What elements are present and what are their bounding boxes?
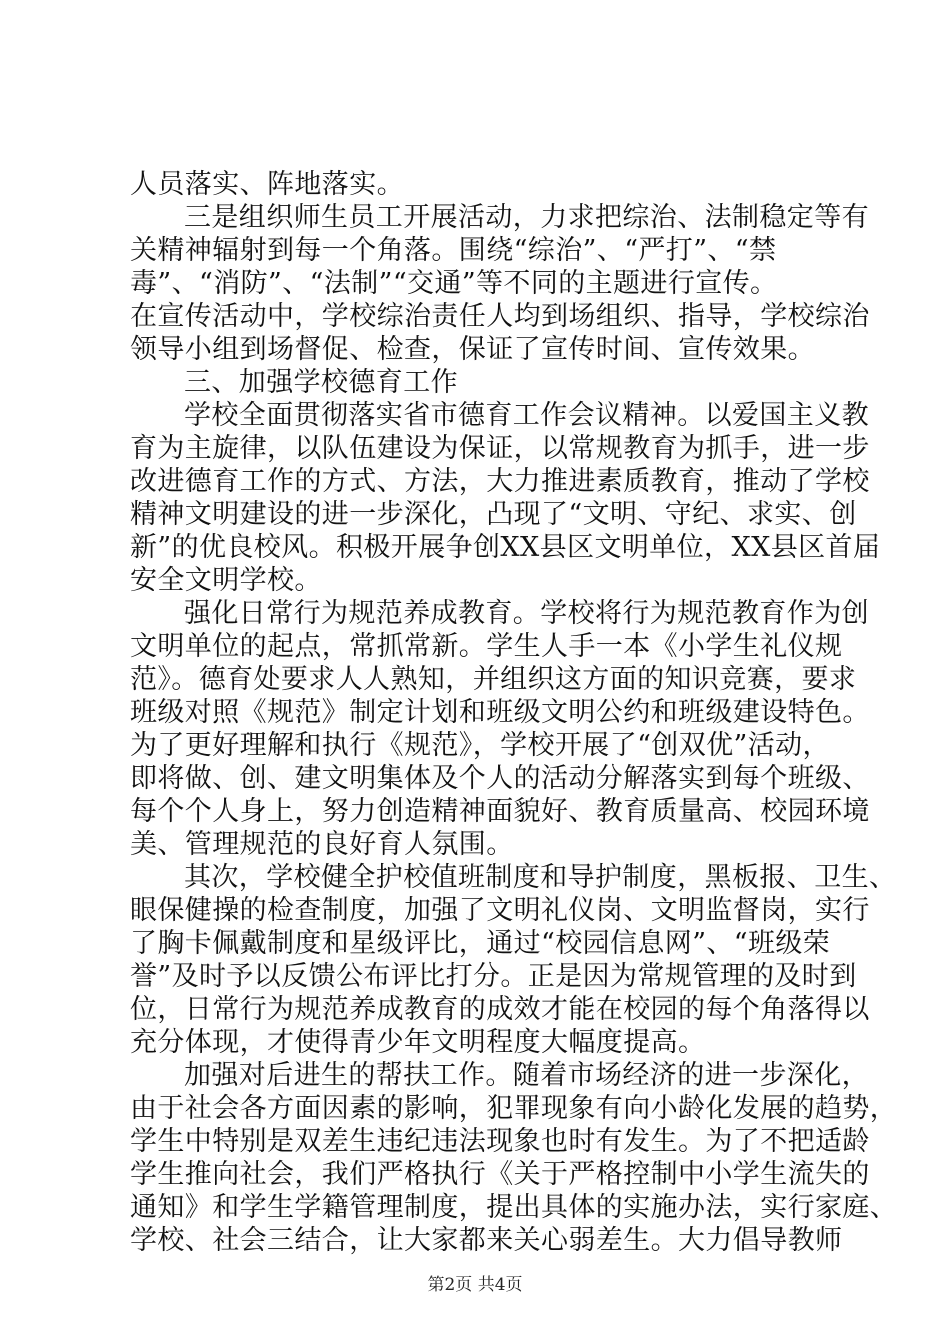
text-line: 关精神辐射到每一个角落。围绕“综治”、“严打”、“禁 [130, 235, 777, 266]
text-line: 学生推向社会，我们严格执行《关于严格控制中小学生流失的 [130, 1159, 870, 1190]
text-line: 即将做、创、建文明集体及个人的活动分解落实到每个班级、 [130, 763, 870, 794]
text-line: 由于社会各方面因素的影响，犯罪现象有向小龄化发展的趋势， [130, 1093, 898, 1124]
text-line: 在宣传活动中，学校综治责任人均到场组织、指导，学校综治 [130, 301, 870, 332]
text-line: 文明单位的起点，常抓常新。学生人手一本《小学生礼仪规 [130, 631, 843, 662]
text-line: 改进德育工作的方式、方法，大力推进素质教育，推动了学校 [130, 466, 870, 497]
text-line: 美、管理规范的良好育人氛围。 [130, 829, 514, 860]
section-heading: 三、加强学校德育工作 [184, 367, 458, 398]
text-line: 人员落实、阵地落实。 [130, 169, 404, 200]
text-line: 领导小组到场督促、检查，保证了宣传时间、宣传效果。 [130, 334, 815, 365]
paragraph-start-line: 强化日常行为规范养成教育。学校将行为规范教育作为创 [184, 598, 869, 629]
paragraph-start-line: 学校全面贯彻落实省市德育工作会议精神。以爱国主义教 [184, 400, 869, 431]
text-line: 育为主旋律，以队伍建设为保证，以常规教育为抓手，进一步 [130, 433, 870, 464]
text-line: 每个个人身上，努力创造精神面貌好、教育质量高、校园环境 [130, 796, 870, 827]
text-line: 位，日常行为规范养成教育的成效才能在校园的每个角落得以 [130, 994, 870, 1025]
text-line: 为了更好理解和执行《规范》，学校开展了“创双优”活动， [130, 730, 830, 761]
text-line: 誉”及时予以反馈公布评比打分。正是因为常规管理的及时到 [130, 961, 857, 992]
text-line: 新”的优良校风。积极开展争创XX县区文明单位，XX县区首届 [130, 532, 881, 563]
text-line: 安全文明学校。 [130, 565, 322, 596]
text-line: 通知》和学生学籍管理制度，提出具体的实施办法，实行家庭、 [130, 1192, 898, 1223]
paragraph-start-line: 三是组织师生员工开展活动，力求把综治、法制稳定等有 [184, 202, 869, 233]
text-line: 精神文明建设的进一步深化，凸现了“文明、守纪、求实、创 [130, 499, 857, 530]
text-line: 充分体现，才使得青少年文明程度大幅度提高。 [130, 1027, 706, 1058]
text-line: 学生中特别是双差生违纪违法现象也时有发生。为了不把适龄 [130, 1126, 870, 1157]
paragraph-start-line: 加强对后进生的帮扶工作。随着市场经济的进一步深化， [184, 1060, 869, 1091]
document-body [130, 168, 898, 1257]
text-line: 了胸卡佩戴制度和星级评比，通过“校园信息网”、“班级荣 [130, 928, 831, 959]
text-line: 毒”、“消防”、“法制”“交通”等不同的主题进行宣传。 [130, 268, 778, 299]
text-line: 班级对照《规范》制定计划和班级文明公约和班级建设特色。 [130, 697, 870, 728]
text-line: 眼保健操的检查制度，加强了文明礼仪岗、文明监督岗，实行 [130, 895, 870, 926]
text-line: 范》。德育处要求人人熟知，并组织这方面的知识竞赛，要求 [130, 664, 857, 695]
paragraph-start-line: 其次，学校健全护校值班制度和导护制度，黑板报、卫生、 [184, 862, 897, 893]
page-number-footer: 第2页 共4页 [427, 1275, 523, 1295]
text-line: 学校、社会三结合，让大家都来关心弱差生。大力倡导教师 [130, 1225, 843, 1256]
